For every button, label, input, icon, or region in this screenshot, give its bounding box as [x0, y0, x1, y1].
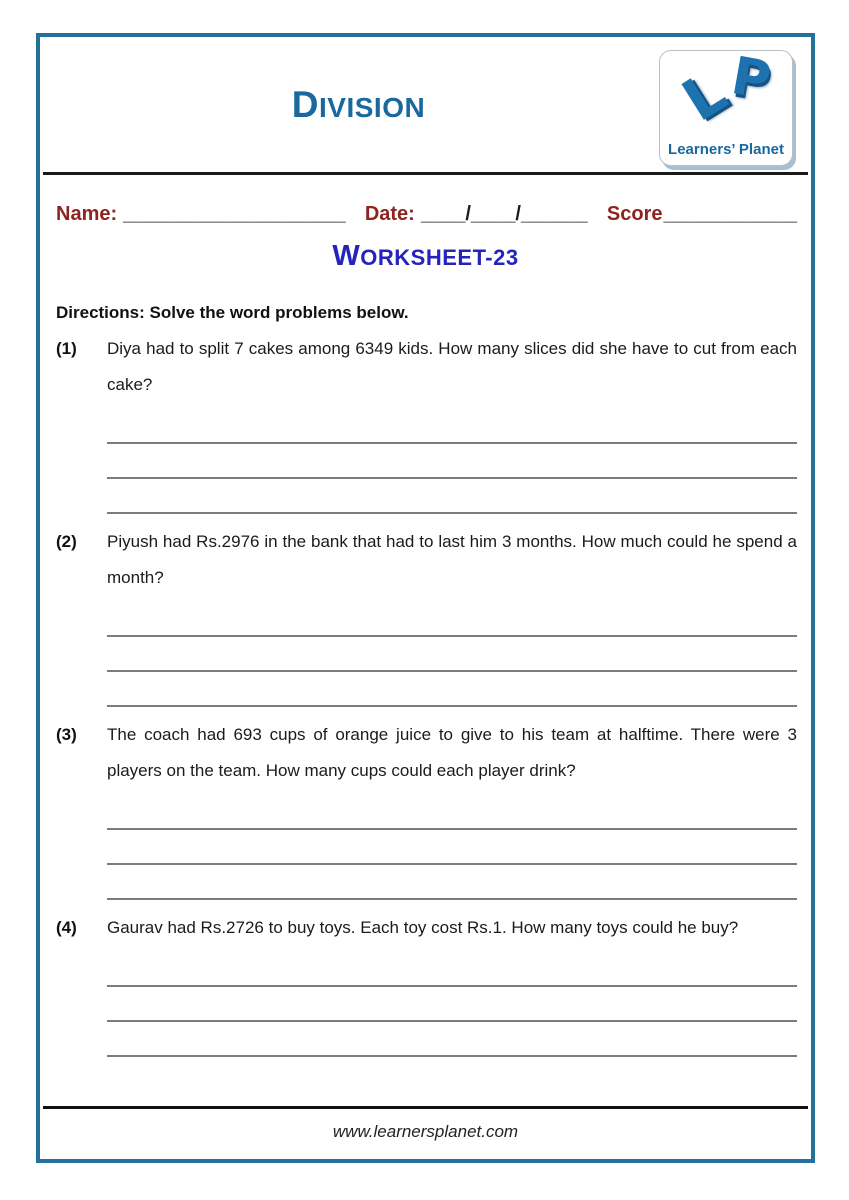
answer-line [107, 830, 797, 865]
worksheet-heading: WORKSHEET-23 [332, 240, 519, 272]
problem-text: The coach had 693 cups of orange juice to give to his team at halftime. There were 3 players on the team. How many cups could each player drink? [107, 725, 797, 780]
answer-line [107, 865, 797, 900]
logo-brand-text: Learners’ Planet [668, 141, 784, 158]
answer-lines [107, 952, 797, 1057]
logo-letter-p: P [727, 46, 776, 112]
learners-planet-logo [659, 46, 793, 166]
date-label: Date: [364, 203, 415, 225]
problem-text: Piyush had Rs.2976 in the bank that had to last him 3 months. How much could he spend a month? [107, 532, 797, 587]
answer-line [107, 952, 797, 987]
answer-line [107, 672, 797, 707]
answer-lines [107, 602, 797, 707]
name-field [56, 203, 346, 226]
header [40, 37, 811, 172]
score-field [607, 203, 797, 226]
problem-head [56, 331, 797, 403]
page-title: DIVISION [291, 84, 426, 125]
title-wrap [58, 50, 659, 126]
logo-letter-l: L [670, 57, 739, 135]
name-blank: ____________________ [123, 203, 346, 225]
answer-line [107, 795, 797, 830]
name-label: Name: [56, 203, 118, 225]
answer-line [107, 1022, 797, 1057]
name-date-score-row [40, 175, 811, 226]
date-blank: ____/____/______ [420, 203, 588, 225]
answer-line [107, 479, 797, 514]
worksheet-page [36, 33, 815, 1163]
answer-lines [107, 409, 797, 514]
problem-1 [56, 331, 797, 514]
footer [40, 1106, 811, 1159]
answer-line [107, 602, 797, 637]
problems-area [40, 273, 811, 1057]
problem-head [56, 717, 797, 789]
date-field [365, 203, 588, 226]
problem-head [56, 524, 797, 596]
answer-line [107, 987, 797, 1022]
answer-line [107, 409, 797, 444]
answer-line [107, 444, 797, 479]
problem-2 [56, 524, 797, 707]
directions: Directions: Solve the word problems below. [56, 303, 409, 322]
answer-lines [107, 795, 797, 900]
problem-text: Diya had to split 7 cakes among 6349 kids. How many slices did she have to cut from each cake? [107, 339, 797, 394]
problem-head [56, 910, 797, 946]
footer-divider [43, 1106, 808, 1109]
footer-website: www.learnersplanet.com [332, 1122, 519, 1141]
problem-number: (2) [56, 532, 77, 551]
problem-text: Gaurav had Rs.2726 to buy toys. Each toy cost Rs.1. How many toys could he buy? [107, 918, 739, 937]
problem-3 [56, 717, 797, 900]
problem-4 [56, 910, 797, 1057]
score-blank: ____________ [663, 203, 797, 225]
problem-number: (4) [56, 918, 77, 937]
lp-logo-icon [660, 46, 792, 135]
answer-line [107, 637, 797, 672]
problem-number: (1) [56, 339, 77, 358]
score-label: Score [606, 203, 663, 225]
problem-number: (3) [56, 725, 77, 744]
